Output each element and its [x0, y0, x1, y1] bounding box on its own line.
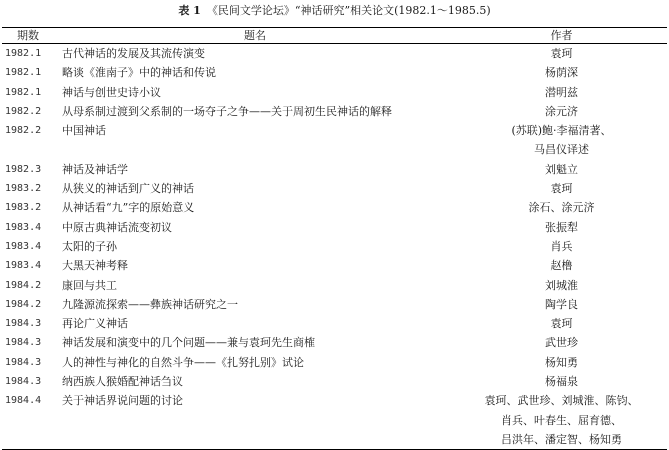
table-row [2, 83, 667, 102]
header-row [2, 28, 667, 44]
author-line: 涂石、涂元济 [528, 201, 595, 215]
row-date: 1982.2 [5, 105, 42, 117]
row-date: 1984.4 [2, 391, 54, 449]
author-line: 杨荫深 [545, 66, 578, 80]
header-date: 期数 [2, 28, 54, 44]
author-line: 涂元济 [545, 104, 578, 118]
table-row [2, 218, 667, 237]
author-line: (苏联)鲍·李福清著、 [511, 124, 612, 138]
author-line: 袁珂、武世珍、刘城淮、陈钧、 [484, 394, 639, 408]
caption-text: 《民间文学论坛》“神话研究”相关论文(1982.1～1985.5) [206, 4, 491, 17]
author-line: 武世珍 [545, 336, 578, 350]
row-author [456, 160, 667, 179]
row-date: 1984.3 [5, 376, 42, 388]
table-row [2, 160, 667, 179]
row-title: 纳西族人猴婚配神话刍议 [62, 375, 183, 389]
author-line: 吕洪年、潘定智、杨知勇 [501, 432, 622, 446]
author-line: 杨知勇 [545, 355, 578, 369]
row-date: 1982.3 [5, 163, 42, 175]
row-date: 1983.2 [5, 202, 42, 214]
row-date: 1982.1 [5, 67, 42, 79]
table-row [2, 391, 667, 449]
author-line: 张振犁 [545, 220, 578, 234]
papers-table [2, 27, 667, 450]
caption-label: 表 1 [178, 4, 201, 17]
author-line: 赵橹 [550, 259, 573, 273]
row-date: 1983.4 [5, 260, 42, 272]
table-row [2, 44, 667, 64]
table-row [2, 276, 667, 295]
author-line: 潜明兹 [545, 85, 578, 99]
table-caption [0, 3, 669, 19]
row-title: 神话发展和演变中的几个问题——兼与袁珂先生商榷 [62, 336, 315, 350]
row-date: 1984.3 [5, 318, 42, 330]
row-date: 1982.2 [5, 125, 42, 137]
row-title: 略谈《淮南子》中的神话和传说 [62, 66, 216, 80]
row-title: 神话与创世史诗小议 [62, 85, 161, 99]
author-line: 杨福泉 [545, 375, 578, 389]
table-header [2, 28, 667, 44]
table-row [2, 353, 667, 372]
row-date: 1984.3 [5, 356, 42, 368]
row-title: 从神话看“九”字的原始意义 [62, 201, 195, 215]
row-author [456, 314, 667, 333]
table-row [2, 121, 667, 160]
row-author [456, 44, 667, 64]
author-line: 刘城淮 [545, 278, 578, 292]
row-author [456, 276, 667, 295]
row-title: 神话及神话学 [62, 162, 128, 176]
table-row [2, 333, 667, 352]
table-row [2, 198, 667, 217]
author-line: 刘魁立 [545, 162, 578, 176]
row-date: 1983.2 [5, 183, 42, 195]
row-title: 古代神话的发展及其流传演变 [62, 47, 205, 60]
author-line: 袁珂 [550, 317, 573, 331]
author-line: 肖兵、叶春生、屈育德、 [501, 413, 622, 427]
row-date: 1984.3 [5, 337, 42, 349]
row-date: 1984.2 [5, 298, 42, 310]
table-row [2, 314, 667, 333]
row-title: 人的神性与神化的自然斗争——《扎努扎别》试论 [62, 355, 304, 369]
table-row [2, 372, 667, 391]
row-author [456, 63, 667, 82]
table-row [2, 63, 667, 82]
table-row [2, 102, 667, 121]
table-row [2, 179, 667, 198]
row-date: 1983.4 [5, 221, 42, 233]
row-date: 1982.1 [5, 48, 42, 59]
row-title: 再论广义神话 [62, 317, 128, 331]
row-author [456, 256, 667, 275]
row-title: 中原古典神话流变初议 [62, 220, 172, 234]
row-author [456, 237, 667, 256]
row-author [456, 179, 667, 198]
row-title: 关于神话界说问题的讨论 [54, 391, 456, 449]
row-author [456, 391, 667, 449]
author-line: 陶学良 [545, 297, 578, 311]
row-author [456, 353, 667, 372]
table-row [2, 295, 667, 314]
row-author [456, 218, 667, 237]
row-date: 1984.2 [5, 279, 42, 291]
table-row [2, 237, 667, 256]
row-title: 大黑天神考释 [62, 259, 128, 273]
table-row [2, 256, 667, 275]
header-author: 作者 [456, 28, 667, 44]
row-title: 九隆源流探索——彝族神话研究之一 [62, 297, 238, 311]
row-author [456, 121, 667, 160]
row-author [456, 333, 667, 352]
row-title: 中国神话 [62, 124, 106, 138]
row-author [456, 295, 667, 314]
header-title: 题名 [54, 28, 456, 44]
author-line: 袁珂 [550, 47, 573, 60]
row-author [456, 198, 667, 217]
row-author [456, 102, 667, 121]
row-title: 从狭义的神话到广义的神话 [62, 182, 194, 196]
table-body [2, 44, 667, 450]
row-title: 从母系制过渡到父系制的一场夺子之争——关于周初生民神话的解释 [62, 104, 392, 118]
row-author [456, 83, 667, 102]
row-date: 1983.4 [5, 240, 42, 252]
row-author [456, 372, 667, 391]
author-line: 马昌仪译述 [534, 143, 589, 157]
row-date: 1982.1 [5, 86, 42, 98]
row-title: 康回与共工 [62, 278, 117, 292]
row-title: 太阳的子孙 [62, 239, 117, 253]
author-line: 袁珂 [550, 182, 573, 196]
author-line: 肖兵 [550, 239, 573, 253]
